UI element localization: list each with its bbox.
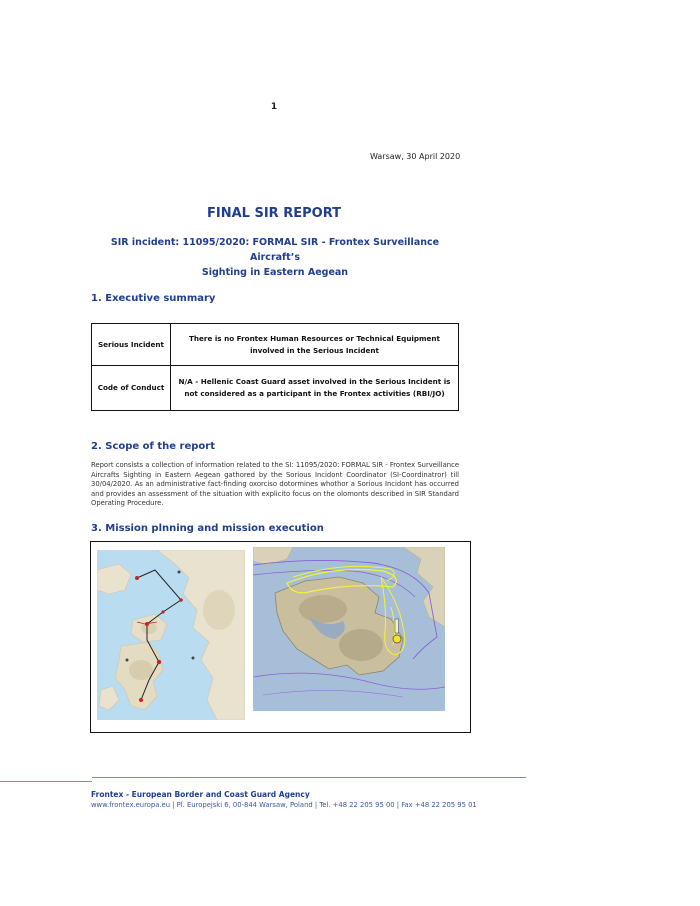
footer-rule-right <box>92 777 526 778</box>
executive-summary-table <box>91 323 459 411</box>
section-heading-executive-summary: 1. Executive summary <box>91 293 216 304</box>
mission-maps-figure <box>90 541 471 733</box>
table-row <box>92 366 459 411</box>
subtitle-line-1: SIR incident: 11095/2020: FORMAL SIR - Frontex Surveillance Aircraft’s <box>110 237 440 263</box>
scope-paragraph: Report consists a collection of information related to the SI: 11095/2020: FORMAL SIR - Frontex Surveillance Aircrafts Sighting in Eastern Aegean gathored by the Sorious Incidont Coordinator (SI-Coordinatror) till 30/04/2020. As an administrative fact-finding oxorciso dotormines whothor a Sorious Incidont has occurred and provides an assessment of the situation with explicito focus on the olomonts described in SIR Standard Operating Procedure. <box>91 461 459 508</box>
row-text-code-of-conduct: N/A - Hellenic Coast Guard asset involved in the Serious Incident is not considered as a participant in the Frontex activities (RBI/JO) <box>171 366 459 411</box>
row-text-serious-incident: There is no Frontex Human Resources or Technical Equipment involved in the Serious Incident <box>171 324 459 366</box>
footer-address: www.frontex.europa.eu | Pl. Europejski 6, 00-844 Warsaw, Poland | Tel. +48 22 205 95 00 | Fax +48 22 205 95 01 <box>91 801 477 809</box>
footer-agency-name: Frontex - European Border and Coast Guard Agency <box>91 790 310 799</box>
table-row <box>92 324 459 366</box>
report-date: Warsaw, 30 April 2020 <box>370 152 461 161</box>
page-number: 1 <box>270 102 278 112</box>
mission-planning-map <box>97 550 245 720</box>
report-subtitle <box>90 235 460 280</box>
mission-execution-map <box>253 547 445 711</box>
row-label-serious-incident: Serious Incident <box>92 324 171 366</box>
row-label-code-of-conduct: Code of Conduct <box>92 366 171 411</box>
section-heading-mission: 3. Mission plnning and mission execution <box>91 523 324 534</box>
section-heading-scope: 2. Scope of the report <box>91 441 215 452</box>
footer-rule-left <box>0 781 92 782</box>
report-title: FINAL SIR REPORT <box>207 206 341 221</box>
subtitle-line-2: Sighting in Eastern Aegean <box>201 267 349 278</box>
